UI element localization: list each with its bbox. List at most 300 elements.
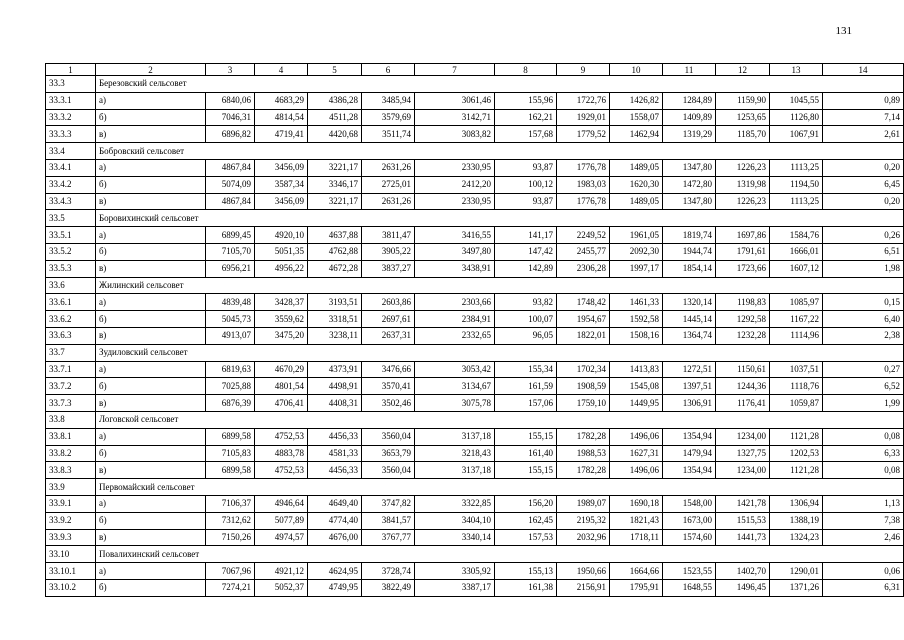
table-cell: 4683,29 [255, 92, 308, 109]
table-cell: 1118,76 [770, 378, 823, 395]
table-cell: 4867,84 [206, 193, 255, 210]
table-cell: 100,12 [495, 176, 557, 193]
row-code: 33.4.1 [46, 159, 96, 176]
row-variant: а) [96, 361, 206, 378]
table-cell: 2032,96 [557, 529, 610, 546]
row-variant: б) [96, 512, 206, 529]
table-cell: 6896,82 [206, 126, 255, 143]
table-cell: 1290,01 [770, 563, 823, 580]
table-cell: 2,46 [823, 529, 904, 546]
table-cell: 1776,78 [557, 159, 610, 176]
row-variant: а) [96, 159, 206, 176]
row-code: 33.3.2 [46, 109, 96, 126]
table-cell: 4672,28 [308, 260, 362, 277]
table-cell: 3560,04 [362, 462, 415, 479]
section-code: 33.5 [46, 210, 96, 227]
table-cell: 1854,14 [663, 260, 716, 277]
table-cell: 4839,48 [206, 294, 255, 311]
table-cell: 7105,70 [206, 243, 255, 260]
table-cell: 1037,51 [770, 361, 823, 378]
table-cell: 1795,91 [610, 579, 663, 596]
table-row [46, 327, 904, 344]
table-cell: 1908,59 [557, 378, 610, 395]
table-cell: 162,45 [495, 512, 557, 529]
table-row [46, 126, 904, 143]
row-code: 33.7.2 [46, 378, 96, 395]
table-cell: 1584,76 [770, 227, 823, 244]
column-header: 3 [206, 64, 255, 76]
table-cell: 2637,31 [362, 327, 415, 344]
table-cell: 7274,21 [206, 579, 255, 596]
table-cell: 1126,80 [770, 109, 823, 126]
table-cell: 1409,89 [663, 109, 716, 126]
table-cell: 156,20 [495, 495, 557, 512]
row-code: 33.8.2 [46, 445, 96, 462]
table-cell: 4774,40 [308, 512, 362, 529]
table-cell: 3837,27 [362, 260, 415, 277]
table-cell: 7,38 [823, 512, 904, 529]
table-cell: 3456,09 [255, 193, 308, 210]
table-cell: 3587,34 [255, 176, 308, 193]
row-code: 33.7.3 [46, 395, 96, 412]
table-body [46, 76, 904, 597]
table-cell: 1371,26 [770, 579, 823, 596]
table-cell: 3416,55 [415, 227, 495, 244]
table-cell: 3456,09 [255, 159, 308, 176]
table-cell: 3438,91 [415, 260, 495, 277]
table-cell: 7025,88 [206, 378, 255, 395]
row-variant: а) [96, 92, 206, 109]
table-cell: 1929,01 [557, 109, 610, 126]
table-cell: 1961,05 [610, 227, 663, 244]
table-row [46, 395, 904, 412]
table-cell: 3511,74 [362, 126, 415, 143]
section-row [46, 411, 904, 428]
table-cell: 93,82 [495, 294, 557, 311]
table-cell: 1489,05 [610, 159, 663, 176]
table-cell: 4801,54 [255, 378, 308, 395]
table-cell: 5074,09 [206, 176, 255, 193]
table-cell: 1545,08 [610, 378, 663, 395]
table-cell: 0,08 [823, 462, 904, 479]
table-cell: 6899,45 [206, 227, 255, 244]
table-cell: 1791,61 [716, 243, 770, 260]
table-cell: 1782,28 [557, 462, 610, 479]
table-cell: 1954,67 [557, 311, 610, 328]
table-cell: 3428,37 [255, 294, 308, 311]
table-cell: 4637,88 [308, 227, 362, 244]
table-cell: 6,40 [823, 311, 904, 328]
section-code: 33.9 [46, 479, 96, 496]
table-cell: 3387,17 [415, 579, 495, 596]
section-row [46, 76, 904, 93]
table-cell: 6,51 [823, 243, 904, 260]
table-row [46, 294, 904, 311]
table-cell: 3502,46 [362, 395, 415, 412]
row-variant: а) [96, 563, 206, 580]
table-cell: 1320,14 [663, 294, 716, 311]
table-cell: 1402,70 [716, 563, 770, 580]
table-cell: 1413,83 [610, 361, 663, 378]
table-cell: 0,06 [823, 563, 904, 580]
table-cell: 6,31 [823, 579, 904, 596]
table-cell: 0,20 [823, 193, 904, 210]
table-cell: 1620,30 [610, 176, 663, 193]
table-cell: 1782,28 [557, 428, 610, 445]
table-cell: 2330,95 [415, 193, 495, 210]
row-code: 33.5.3 [46, 260, 96, 277]
table-cell: 1121,28 [770, 428, 823, 445]
table-cell: 1159,90 [716, 92, 770, 109]
table-cell: 3841,57 [362, 512, 415, 529]
table-cell: 1306,94 [770, 495, 823, 512]
table-cell: 1234,00 [716, 428, 770, 445]
section-code: 33.4 [46, 143, 96, 160]
row-variant: в) [96, 126, 206, 143]
table-cell: 3811,47 [362, 227, 415, 244]
table-cell: 1194,50 [770, 176, 823, 193]
row-code: 33.9.3 [46, 529, 96, 546]
row-code: 33.9.2 [46, 512, 96, 529]
table-cell: 1664,66 [610, 563, 663, 580]
table-cell: 3083,82 [415, 126, 495, 143]
table-cell: 1059,87 [770, 395, 823, 412]
table-cell: 1441,73 [716, 529, 770, 546]
column-header: 2 [96, 64, 206, 76]
table-cell: 1472,80 [663, 176, 716, 193]
page-number: 131 [835, 25, 852, 37]
table-cell: 5077,89 [255, 512, 308, 529]
table-cell: 1226,23 [716, 193, 770, 210]
section-code: 33.7 [46, 344, 96, 361]
table-cell: 155,13 [495, 563, 557, 580]
table-cell: 3075,78 [415, 395, 495, 412]
column-header: 1 [46, 64, 96, 76]
section-title: Зудиловский сельсовет [96, 344, 904, 361]
row-code: 33.6.1 [46, 294, 96, 311]
column-header: 12 [716, 64, 770, 76]
table-row [46, 109, 904, 126]
table-cell: 1121,28 [770, 462, 823, 479]
table-cell: 3905,22 [362, 243, 415, 260]
column-header: 11 [663, 64, 716, 76]
table-cell: 2631,26 [362, 193, 415, 210]
table-cell: 3061,46 [415, 92, 495, 109]
table-cell: 4814,54 [255, 109, 308, 126]
table-cell: 0,20 [823, 159, 904, 176]
table-cell: 4456,33 [308, 428, 362, 445]
table-cell: 4956,22 [255, 260, 308, 277]
table-row [46, 563, 904, 580]
table-cell: 6956,21 [206, 260, 255, 277]
table-cell: 1627,31 [610, 445, 663, 462]
table-cell: 1244,36 [716, 378, 770, 395]
table-cell: 3497,80 [415, 243, 495, 260]
table-cell: 1648,55 [663, 579, 716, 596]
table-cell: 1067,91 [770, 126, 823, 143]
table-cell: 1397,51 [663, 378, 716, 395]
table-cell: 1272,51 [663, 361, 716, 378]
table-cell: 1284,89 [663, 92, 716, 109]
table-cell: 6876,39 [206, 395, 255, 412]
table-cell: 3142,71 [415, 109, 495, 126]
table-cell: 1819,74 [663, 227, 716, 244]
table-cell: 2249,52 [557, 227, 610, 244]
table-cell: 1592,58 [610, 311, 663, 328]
table-cell: 155,15 [495, 428, 557, 445]
table-cell: 3221,17 [308, 193, 362, 210]
row-code: 33.10.2 [46, 579, 96, 596]
row-variant: б) [96, 311, 206, 328]
row-variant: в) [96, 529, 206, 546]
table-row [46, 227, 904, 244]
table-cell: 4921,12 [255, 563, 308, 580]
table-cell: 162,21 [495, 109, 557, 126]
table-row [46, 428, 904, 445]
table-cell: 1759,10 [557, 395, 610, 412]
table-cell: 1508,16 [610, 327, 663, 344]
table-cell: 3238,11 [308, 327, 362, 344]
table-cell: 1234,00 [716, 462, 770, 479]
table-cell: 7312,62 [206, 512, 255, 529]
section-code: 33.10 [46, 546, 96, 563]
section-code: 33.8 [46, 411, 96, 428]
table-cell: 4867,84 [206, 159, 255, 176]
table-cell: 2725,01 [362, 176, 415, 193]
table-cell: 7046,31 [206, 109, 255, 126]
table-cell: 93,87 [495, 193, 557, 210]
table-cell: 1421,78 [716, 495, 770, 512]
table-cell: 3134,67 [415, 378, 495, 395]
table-cell: 4498,91 [308, 378, 362, 395]
table-row [46, 462, 904, 479]
section-row [46, 143, 904, 160]
table-cell: 1779,52 [557, 126, 610, 143]
table-row [46, 243, 904, 260]
table-row [46, 159, 904, 176]
table-row [46, 445, 904, 462]
row-variant: а) [96, 227, 206, 244]
row-code: 33.7.1 [46, 361, 96, 378]
table-cell: 2195,32 [557, 512, 610, 529]
table-cell: 4749,95 [308, 579, 362, 596]
table-cell: 1607,12 [770, 260, 823, 277]
table-cell: 4883,78 [255, 445, 308, 462]
table-cell: 4408,31 [308, 395, 362, 412]
table-cell: 6,33 [823, 445, 904, 462]
table-cell: 1988,53 [557, 445, 610, 462]
tariff-table [45, 63, 904, 597]
table-cell: 1226,23 [716, 159, 770, 176]
table-cell: 6,52 [823, 378, 904, 395]
table-cell: 1364,74 [663, 327, 716, 344]
table-cell: 7106,37 [206, 495, 255, 512]
table-cell: 0,26 [823, 227, 904, 244]
table-cell: 1232,28 [716, 327, 770, 344]
table-cell: 1185,70 [716, 126, 770, 143]
table-cell: 1449,95 [610, 395, 663, 412]
column-header: 7 [415, 64, 495, 76]
table-cell: 3322,85 [415, 495, 495, 512]
table-cell: 4913,07 [206, 327, 255, 344]
table-cell: 1479,94 [663, 445, 716, 462]
section-row [46, 546, 904, 563]
table-cell: 3485,94 [362, 92, 415, 109]
section-row [46, 344, 904, 361]
table-cell: 1950,66 [557, 563, 610, 580]
row-code: 33.6.3 [46, 327, 96, 344]
table-cell: 157,06 [495, 395, 557, 412]
table-cell: 2092,30 [610, 243, 663, 260]
table-cell: 4386,28 [308, 92, 362, 109]
table-cell: 5052,37 [255, 579, 308, 596]
table-row [46, 260, 904, 277]
column-header: 4 [255, 64, 308, 76]
row-code: 33.4.2 [46, 176, 96, 193]
table-cell: 1113,25 [770, 159, 823, 176]
table-cell: 6819,63 [206, 361, 255, 378]
table-cell: 1085,97 [770, 294, 823, 311]
table-cell: 155,34 [495, 361, 557, 378]
table-row [46, 193, 904, 210]
table-cell: 3137,18 [415, 428, 495, 445]
table-cell: 3653,79 [362, 445, 415, 462]
section-title: Жилинский сельсовет [96, 277, 904, 294]
table-cell: 3318,51 [308, 311, 362, 328]
row-code: 33.5.1 [46, 227, 96, 244]
table-cell: 157,68 [495, 126, 557, 143]
table-row [46, 176, 904, 193]
table-cell: 1697,86 [716, 227, 770, 244]
table-cell: 4373,91 [308, 361, 362, 378]
section-row [46, 479, 904, 496]
row-variant: а) [96, 294, 206, 311]
table-cell: 2332,65 [415, 327, 495, 344]
table-cell: 1496,06 [610, 462, 663, 479]
table-cell: 1944,74 [663, 243, 716, 260]
table-cell: 1324,23 [770, 529, 823, 546]
table-cell: 4676,00 [308, 529, 362, 546]
table-cell: 1997,17 [610, 260, 663, 277]
table-cell: 1113,25 [770, 193, 823, 210]
table-cell: 1,99 [823, 395, 904, 412]
table-row [46, 311, 904, 328]
table-cell: 1489,05 [610, 193, 663, 210]
row-code: 33.10.1 [46, 563, 96, 580]
row-code: 33.5.2 [46, 243, 96, 260]
table-cell: 3570,41 [362, 378, 415, 395]
table-cell: 141,17 [495, 227, 557, 244]
table-cell: 3404,10 [415, 512, 495, 529]
table-cell: 2306,28 [557, 260, 610, 277]
row-variant: б) [96, 445, 206, 462]
table-cell: 1354,94 [663, 462, 716, 479]
table-cell: 1821,43 [610, 512, 663, 529]
section-title: Первомайский сельсовет [96, 479, 904, 496]
table-cell: 1327,75 [716, 445, 770, 462]
table-cell: 142,89 [495, 260, 557, 277]
table-cell: 1,13 [823, 495, 904, 512]
table-cell: 1319,98 [716, 176, 770, 193]
row-variant: в) [96, 260, 206, 277]
table-cell: 3559,62 [255, 311, 308, 328]
table-cell: 7067,96 [206, 563, 255, 580]
row-variant: а) [96, 428, 206, 445]
row-variant: б) [96, 176, 206, 193]
section-title: Повалихинский сельсовет [96, 546, 904, 563]
table-cell: 2303,66 [415, 294, 495, 311]
table-cell: 4920,10 [255, 227, 308, 244]
row-variant: в) [96, 395, 206, 412]
row-code: 33.8.1 [46, 428, 96, 445]
table-cell: 155,15 [495, 462, 557, 479]
row-variant: б) [96, 243, 206, 260]
table-cell: 6899,58 [206, 462, 255, 479]
table-cell: 3305,92 [415, 563, 495, 580]
table-cell: 4719,41 [255, 126, 308, 143]
table-cell: 1198,83 [716, 294, 770, 311]
table-cell: 2631,26 [362, 159, 415, 176]
row-variant: б) [96, 378, 206, 395]
table-cell: 4752,53 [255, 462, 308, 479]
table-cell: 0,15 [823, 294, 904, 311]
table-row [46, 512, 904, 529]
table-cell: 4456,33 [308, 462, 362, 479]
table-cell: 1253,65 [716, 109, 770, 126]
table-cell: 4946,64 [255, 495, 308, 512]
table-cell: 1574,60 [663, 529, 716, 546]
table-cell: 1461,33 [610, 294, 663, 311]
table-cell: 1354,94 [663, 428, 716, 445]
row-variant: в) [96, 327, 206, 344]
table-cell: 93,87 [495, 159, 557, 176]
section-code: 33.3 [46, 76, 96, 93]
table-cell: 3747,82 [362, 495, 415, 512]
row-variant: а) [96, 495, 206, 512]
table-cell: 6,45 [823, 176, 904, 193]
section-row [46, 277, 904, 294]
table-cell: 4420,68 [308, 126, 362, 143]
table-cell: 1306,91 [663, 395, 716, 412]
table-cell: 3822,49 [362, 579, 415, 596]
table-cell: 3218,43 [415, 445, 495, 462]
row-variant: в) [96, 462, 206, 479]
table-cell: 4581,33 [308, 445, 362, 462]
table-cell: 1167,22 [770, 311, 823, 328]
table-cell: 1,98 [823, 260, 904, 277]
table-cell: 1292,58 [716, 311, 770, 328]
row-code: 33.9.1 [46, 495, 96, 512]
table-cell: 3579,69 [362, 109, 415, 126]
table-row [46, 529, 904, 546]
column-header: 8 [495, 64, 557, 76]
row-code: 33.3.3 [46, 126, 96, 143]
table-cell: 2697,61 [362, 311, 415, 328]
table-cell: 1666,01 [770, 243, 823, 260]
table-cell: 155,96 [495, 92, 557, 109]
row-code: 33.4.3 [46, 193, 96, 210]
section-title: Боровихинский сельсовет [96, 210, 904, 227]
table-cell: 3137,18 [415, 462, 495, 479]
table-cell: 161,59 [495, 378, 557, 395]
table-cell: 1496,45 [716, 579, 770, 596]
table-cell: 157,53 [495, 529, 557, 546]
table-row [46, 495, 904, 512]
table-cell: 1496,06 [610, 428, 663, 445]
table-cell: 1202,53 [770, 445, 823, 462]
section-row [46, 210, 904, 227]
table-cell: 1983,03 [557, 176, 610, 193]
